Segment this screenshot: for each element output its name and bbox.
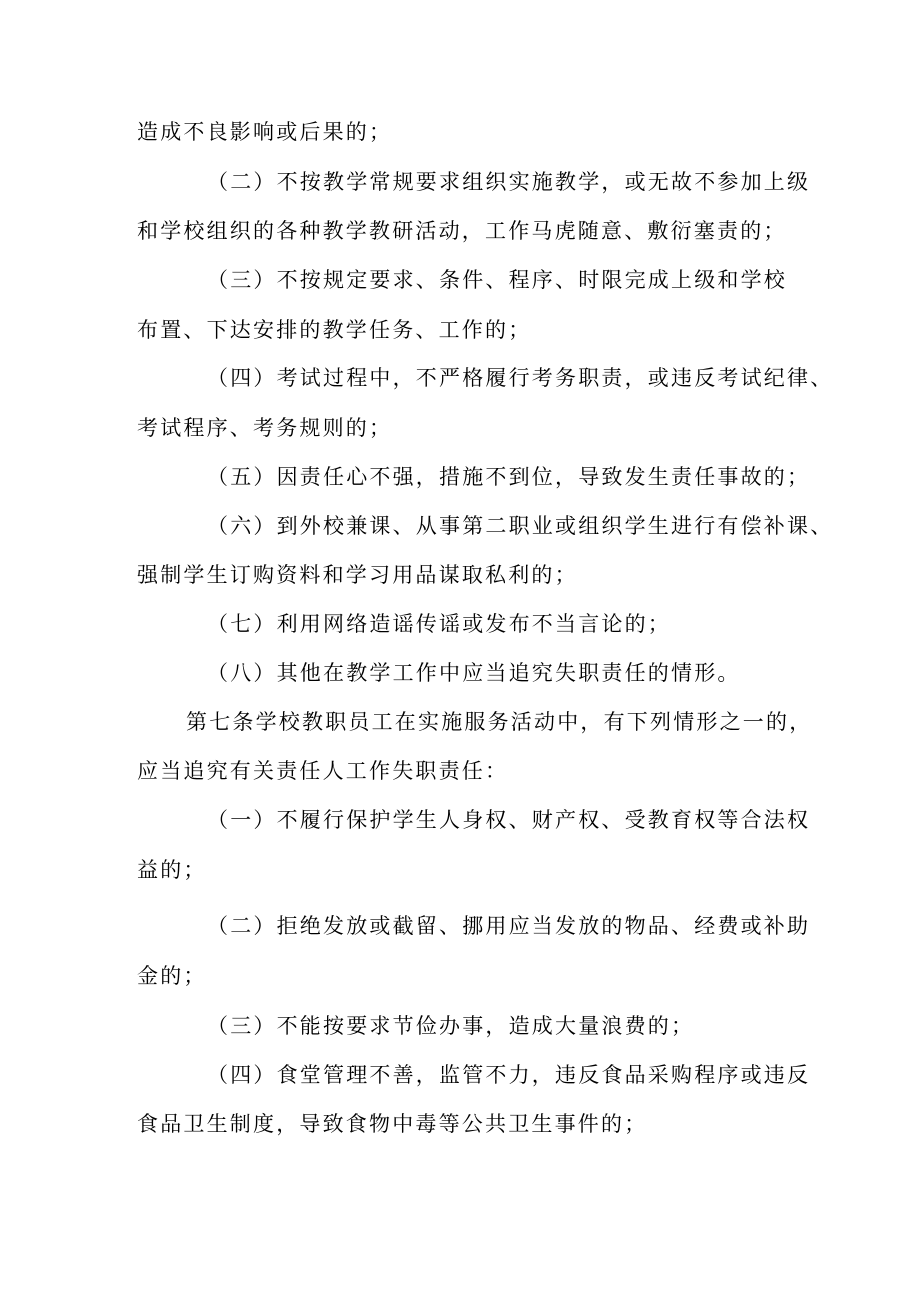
text-line: （八）其他在教学工作中应当追究失职责任的情形。	[207, 661, 741, 685]
text-line: 布置、下达安排的教学任务、工作的；	[137, 318, 532, 342]
text-line: （三）不按规定要求、条件、程序、时限完成上级和学校	[207, 268, 787, 292]
text-line: 益的；	[137, 858, 207, 882]
text-line: 应当追究有关责任人工作失职责任：	[137, 759, 509, 783]
text-line: （四）考试过程中，不严格履行考务职责，或违反考试纪律、	[207, 366, 834, 390]
text-line: 食品卫生制度，导致食物中毒等公共卫生事件的；	[137, 1112, 648, 1136]
text-line: 考试程序、考务规则的；	[137, 416, 393, 440]
text-line: 第七条学校教职员工在实施服务活动中，有下列情形之一的，	[186, 710, 813, 734]
text-line: （三）不能按要求节俭办事，造成大量浪费的；	[207, 1014, 695, 1038]
text-line: （四）食堂管理不善，监管不力，违反食品采购程序或违反	[207, 1063, 811, 1087]
text-line: （二）不按教学常规要求组织实施教学，或无故不参加上级	[207, 170, 811, 194]
text-line: 和学校组织的各种教学教研活动，工作马虎随意、敷衍塞责的；	[137, 219, 787, 243]
text-line: （一）不履行保护学生人身权、财产权、受教育权等合法权	[207, 808, 811, 832]
text-line: （七）利用网络造谣传谣或发布不当言论的；	[207, 612, 671, 636]
text-line: （二）拒绝发放或截留、挪用应当发放的物品、经费或补助	[207, 914, 811, 938]
text-line: （六）到外校兼课、从事第二职业或组织学生进行有偿补课、	[207, 514, 834, 538]
text-line: 强制学生订购资料和学习用品谋取私利的；	[137, 563, 578, 587]
text-line: 金的；	[137, 964, 207, 988]
text-line: （五）因责任心不强，措施不到位，导致发生责任事故的；	[207, 465, 811, 489]
text-line: 造成不良影响或后果的；	[137, 120, 393, 144]
